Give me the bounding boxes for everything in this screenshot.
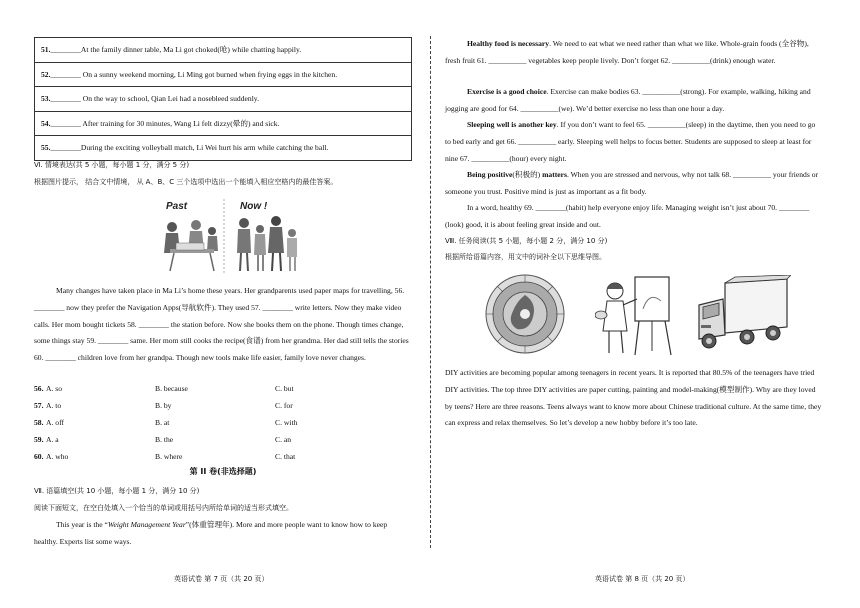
option-b: B. where [155, 452, 183, 461]
option-row [34, 401, 412, 417]
answer-blank: ________ [50, 45, 81, 54]
option-b: B. because [155, 384, 188, 393]
option-number: 60. [34, 452, 44, 461]
paragraph-healthy-food: Healthy food is necessary. We need to eat what we need rather than what we like. Whole-grain foods (全谷物), fresh fruit 61. __________ vegetables keep people lively. Don’t forget 62. __________(drink) enough water. [445, 39, 809, 65]
cloze-passage: Many changes have taken place in Ma Li’s home these years. Her grandparents used paper maps for travelling, 56. ________ now they prefer the Navigation Apps(导航软件). They used 57. ________ write letters. Now they make video calls. Her mom bought tickets 58. ________ the station before. Now she books them on the phone. Though times change, some things stay 59. ________ same. Her mom still cooks the recipe(食谱) from her grandma. Her dad still tells the stories 60. ________ children love from her grandpa. Though new tools make life easier, family love never changes. [34, 286, 409, 363]
option-number: 57. [34, 401, 44, 410]
option-c: C. but [275, 384, 294, 393]
option-number: 59. [34, 435, 44, 444]
row-text: On the way to school, Qian Lei had a nosebleed suddenly. [80, 94, 260, 103]
option-c: C. that [275, 452, 296, 461]
option-row [34, 435, 412, 451]
part-2-title: 第 II 卷(非选择题) [189, 467, 257, 476]
model-truck-image [695, 275, 791, 353]
section-6-instruction: 根据图片提示， 结合文中情境， 从 A、B、C 三个选项中选出一个能填入相应空格内的最佳答案。 [34, 178, 338, 186]
section-8-title: Ⅷ. 任务阅读(共 5 小题，每小题 2 分，满分 10 分) [445, 237, 608, 245]
section-7-instruction: 阅读下面短文，在空白处填入一个恰当的单词或用括号内所给单词的适当形式填空。 [34, 504, 293, 512]
column-divider [430, 36, 431, 548]
answer-blank: ________ [50, 94, 81, 103]
paragraph-sleeping: Sleeping well is another key. If you don’t want to feel 65. __________(sleep) in the daytime, then you need to go to bed early and get 66. __________ early. Sleeping well helps to focus better. Students are supposed to sleep at least for nine 67. __________(hour) every night. [445, 120, 816, 163]
paper-cutting-image [477, 273, 573, 355]
option-a: A. off [46, 418, 64, 427]
option-a: A. who [46, 452, 69, 461]
option-number: 58. [34, 418, 44, 427]
paragraph-conclusion: In a word, healthy 69. ________(habit) help everyone enjoy life. Managing weight isn’t just about 70. ________ (look) good, it is about feeling great inside and out. [445, 203, 810, 229]
answer-blank: ________ [50, 118, 81, 128]
table-row [35, 87, 412, 112]
paragraph-exercise: Exercise is a good choice. Exercise can make bodies 63. __________(strong). For example, walking, hiking and jogging are good for 64. __________(we). We’d better exercise no less than one hour a day. [445, 87, 811, 113]
option-b: B. the [155, 435, 174, 444]
question-number: 55. [41, 143, 51, 152]
situation-table [34, 37, 412, 161]
option-row [34, 384, 412, 400]
past-now-illustration [154, 197, 302, 275]
option-b: B. by [155, 401, 172, 410]
option-a: A. to [46, 401, 62, 410]
row-text: During the exciting volleyball match, Li Wei hurt his arm while catching the ball. [80, 143, 329, 152]
table-row [35, 62, 412, 87]
section-7-intro: This year is the “Weight Management Year”(体重管理年). More and more people want to know how to keep healthy. Experts list some ways. [34, 520, 388, 546]
answer-blank: ________ [50, 143, 81, 152]
page-footer-left: 英语试卷 第 7 页（共 20 页） [174, 575, 269, 583]
option-c: C. an [275, 435, 292, 444]
section-6-title: Ⅵ. 情境表达(共 5 小题，每小题 1 分，满分 5 分) [34, 161, 190, 169]
now-label: Now ! [240, 201, 268, 212]
option-number: 56. [34, 384, 44, 393]
option-c: C. for [275, 401, 293, 410]
option-b: B. at [155, 418, 170, 427]
table-row [35, 136, 412, 161]
page-footer-right: 英语试卷 第 8 页（共 20 页） [595, 575, 690, 583]
row-text: On a sunny weekend morning, Li Ming got burned when frying eggs in the kitchen. [80, 69, 338, 79]
italic-title: Weight Management Year [107, 520, 186, 529]
option-a: A. a [46, 435, 59, 444]
painting-image [595, 271, 675, 357]
option-a: A. so [46, 384, 63, 393]
row-text: After training for 30 minutes, Wang Li felt dizzy(晕的) and sick. [80, 118, 280, 128]
question-number: 51. [41, 45, 51, 54]
section-7-title: Ⅶ. 语篇填空(共 10 小题，每小题 1 分，满分 10 分) [34, 487, 200, 495]
paragraph-positive: Being positive(积极的) matters. When you are stressed and nervous, why not talk 68. __________ your friends or someone you trust. Positive mind is just as important as a fit body. [445, 170, 819, 196]
question-number: 52. [41, 69, 51, 79]
table-row [35, 111, 412, 136]
section-8-instruction: 根据所给语篇内容，用文中的词补全以下思维导图。 [445, 253, 606, 261]
question-number: 53. [41, 94, 51, 103]
table-row [35, 38, 412, 63]
row-text: At the family dinner table, Ma Li got choked(呛) while chatting happily. [80, 45, 302, 54]
option-row [34, 418, 412, 434]
question-number: 54. [41, 118, 51, 128]
answer-blank: ________ [50, 69, 81, 79]
option-row [34, 452, 412, 468]
diy-paragraph: DIY activities are becoming popular among teenagers in recent years. It is reported that 80.5% of the teenagers have tried DIY activities. The top three DIY activities are paper cutting, painting and model-making(模型制作). Why are they loved by teens? Here are three reasons. Teens always want to know more about Chinese traditional culture. At the same time, they can express and relax themselves. So let’s develop a new hobby before it’s too late. [445, 368, 822, 428]
option-c: C. with [275, 418, 298, 427]
past-label: Past [166, 201, 188, 212]
